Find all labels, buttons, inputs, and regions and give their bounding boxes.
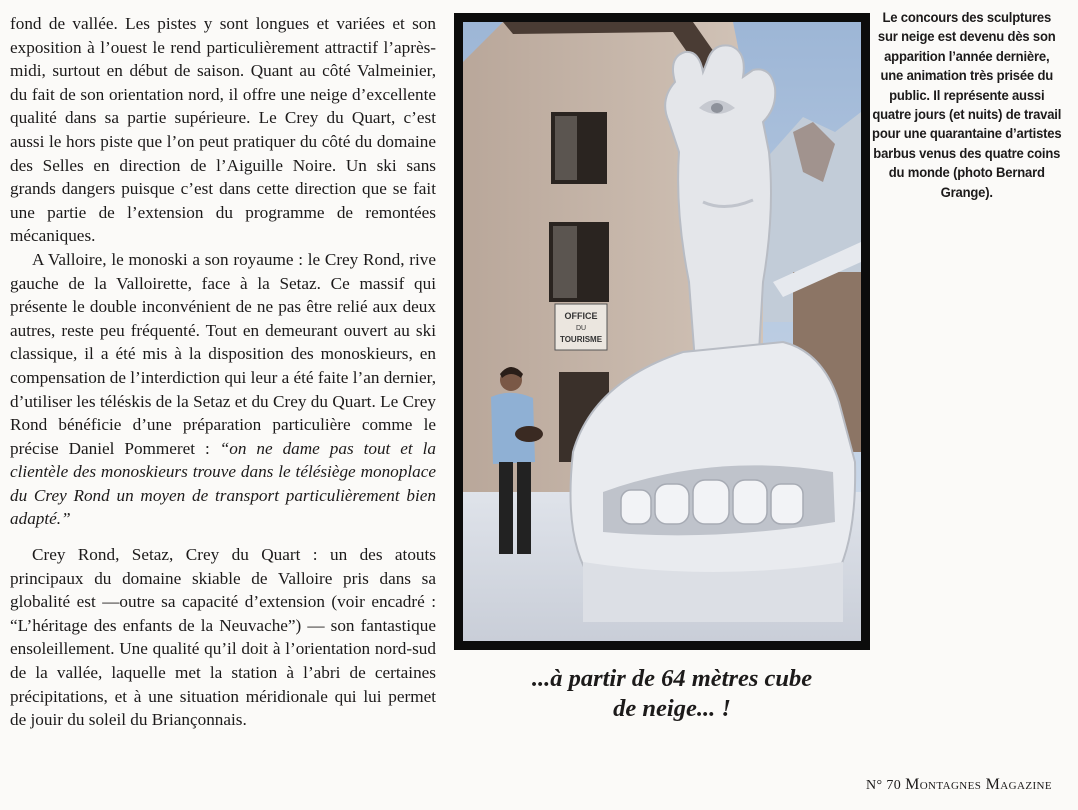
sign-text-office: OFFICE (564, 311, 598, 321)
photo-tagline-line-1: ...à partir de 64 mètres cube (531, 665, 813, 692)
magazine-name: Montagnes Magazine (905, 776, 1052, 793)
pommeret-quote: “on ne dame pas tout et la clientèle des monoskieurs trouve dans le télésiège monoplace du Crey Rond un moyen de transport particulièrement bien adapté.” (10, 438, 436, 529)
snow-sculpture-photo (454, 13, 870, 650)
article-column (10, 12, 436, 732)
issue-number: N° 70 (865, 778, 902, 793)
photo-illustration (463, 22, 861, 641)
photo-caption: Le concours des sculptures sur neige est devenu dès son apparition l’année dernière, une animation très prisée du public. Il représente aussi quatre jours (et nuits) de travail pour une quarantaine d’artistes barbus venus des quatre coins du monde (photo Bernard Grange). (872, 10, 1062, 201)
article-paragraph-3: Crey Rond, Setaz, Crey du Quart : un des atouts principaux du domaine skiable de Valloire pris dans sa globalité est —outre sa capacité d’extension (voir encadré : “L’héritage des enfants de la Neuvache”) — son fantastique ensoleillement. Une qualité qu’il doit à l’orientation nord-sud de la vallée, laquelle met la station à l’abri de certaines précipitations, et à une situation méridionale qui lui permet de jouir du soleil du Briançonnais. (10, 545, 436, 730)
page-footer (866, 776, 1052, 794)
photo-tagline (474, 664, 870, 724)
sign-text-du: DU (575, 325, 587, 332)
article-paragraph-2 (10, 248, 436, 531)
article-paragraph-2-text: A Valloire, le monoski a son royaume : le Crey Rond, rive gauche de la Valloirette, face à la Setaz. Ce massif qui présente le double inconvénient de ne pas être relié aux deux autres, reste peu fréquenté. Tout en demeurant ouvert au ski classique, il a été mis à la disposition des monoskieurs, en compensation de l’interdiction qui leur a été faite l’an dernier, d’utiliser les téléskis de la Setaz et du Crey du Quart. Le Crey Rond bénéficie d’une préparation particulière comme le précise Daniel Pommeret : (10, 249, 436, 458)
article-paragraph-1: fond de vallée. Les pistes y sont longues et variées et son exposition à l’ouest le rend particulièrement attractif l’après-midi, surtout en début de saison. Quant au côté Valmeinier, du fait de son orientation nord, il offre une neige d’excellente qualité dans sa partie supérieure. Le Crey du Quart, c’est aussi le hors piste que l’on peut pratiquer du côté du domaine des Selles en direction de l’Aiguille Noire. Un ski sans grands dangers puisque c’est dans cette direction que se fait une partie de l’extension du programme de remontées mécaniques. (10, 14, 436, 246)
photo-tagline-line-2: de neige... ! (613, 695, 731, 722)
sign-text-tourisme: TOURISME (559, 335, 603, 344)
